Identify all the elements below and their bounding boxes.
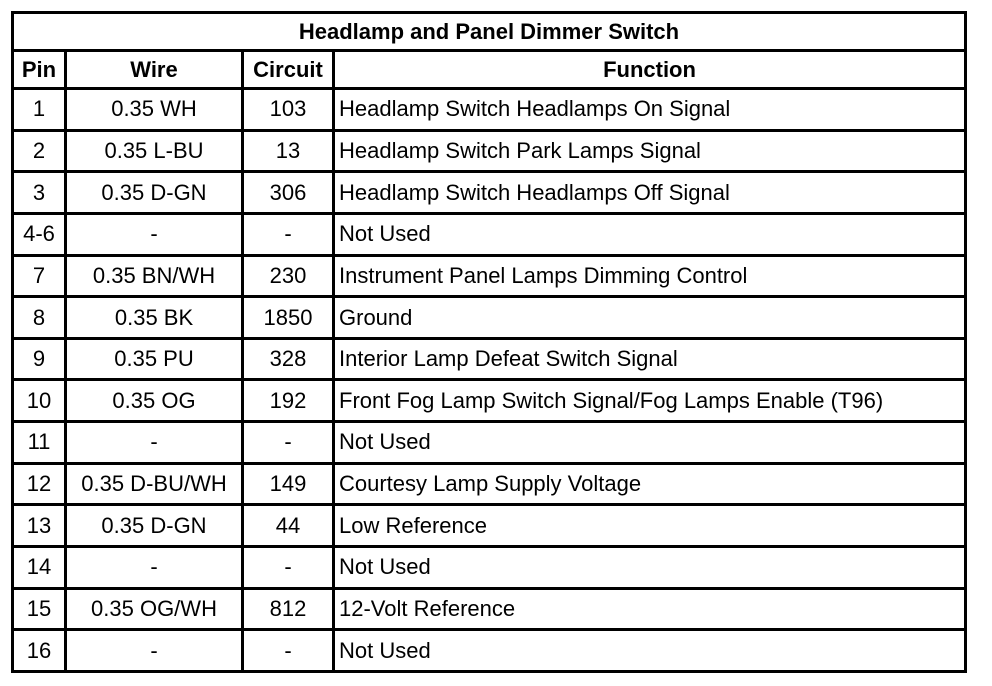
table-row xyxy=(14,465,964,504)
wire-cell: 0.35 BN/WH xyxy=(67,257,241,296)
wire-cell: 0.35 WH xyxy=(67,90,241,129)
column-header-circuit: Circuit xyxy=(244,52,332,87)
table-row xyxy=(14,631,964,670)
wire-cell: 0.35 OG xyxy=(67,381,241,420)
circuit-cell: - xyxy=(244,548,332,587)
column-header-wire: Wire xyxy=(67,52,241,87)
circuit-cell: 812 xyxy=(244,590,332,629)
pin-cell: 8 xyxy=(14,298,64,337)
function-cell: Not Used xyxy=(335,423,964,462)
connector-pinout-table xyxy=(11,11,967,673)
table-row xyxy=(14,215,964,254)
pin-cell: 2 xyxy=(14,132,64,171)
circuit-cell: - xyxy=(244,631,332,670)
table-row xyxy=(14,173,964,212)
table-row xyxy=(14,90,964,129)
pin-cell: 16 xyxy=(14,631,64,670)
circuit-cell: 328 xyxy=(244,340,332,379)
wire-cell: 0.35 L-BU xyxy=(67,132,241,171)
header-row xyxy=(14,52,964,87)
wire-cell: - xyxy=(67,631,241,670)
function-cell: Headlamp Switch Headlamps On Signal xyxy=(335,90,964,129)
pin-cell: 7 xyxy=(14,257,64,296)
table-row xyxy=(14,548,964,587)
function-cell: Headlamp Switch Park Lamps Signal xyxy=(335,132,964,171)
circuit-cell: 306 xyxy=(244,173,332,212)
table-row xyxy=(14,257,964,296)
circuit-cell: - xyxy=(244,423,332,462)
circuit-cell: 103 xyxy=(244,90,332,129)
wire-cell: - xyxy=(67,215,241,254)
function-cell: Front Fog Lamp Switch Signal/Fog Lamps Enable (T96) xyxy=(335,381,964,420)
function-cell: Headlamp Switch Headlamps Off Signal xyxy=(335,173,964,212)
table-title: Headlamp and Panel Dimmer Switch xyxy=(14,14,964,49)
function-cell: Courtesy Lamp Supply Voltage xyxy=(335,465,964,504)
function-cell: 12-Volt Reference xyxy=(335,590,964,629)
column-header-pin: Pin xyxy=(14,52,64,87)
circuit-cell: 230 xyxy=(244,257,332,296)
wire-cell: - xyxy=(67,423,241,462)
function-cell: Not Used xyxy=(335,215,964,254)
pin-cell: 11 xyxy=(14,423,64,462)
pin-cell: 1 xyxy=(14,90,64,129)
function-cell: Not Used xyxy=(335,548,964,587)
function-cell: Instrument Panel Lamps Dimming Control xyxy=(335,257,964,296)
pin-cell: 13 xyxy=(14,506,64,545)
pin-cell: 4-6 xyxy=(14,215,64,254)
wire-cell: 0.35 OG/WH xyxy=(67,590,241,629)
circuit-cell: 44 xyxy=(244,506,332,545)
wire-cell: 0.35 D-BU/WH xyxy=(67,465,241,504)
wire-cell: - xyxy=(67,548,241,587)
connector-table-frame xyxy=(11,11,967,673)
circuit-cell: 149 xyxy=(244,465,332,504)
pin-cell: 15 xyxy=(14,590,64,629)
function-cell: Not Used xyxy=(335,631,964,670)
function-cell: Interior Lamp Defeat Switch Signal xyxy=(335,340,964,379)
function-cell: Ground xyxy=(335,298,964,337)
wire-cell: 0.35 BK xyxy=(67,298,241,337)
circuit-cell: 1850 xyxy=(244,298,332,337)
table-row xyxy=(14,423,964,462)
table-row xyxy=(14,381,964,420)
circuit-cell: 13 xyxy=(244,132,332,171)
function-cell: Low Reference xyxy=(335,506,964,545)
pin-cell: 9 xyxy=(14,340,64,379)
table-row xyxy=(14,590,964,629)
circuit-cell: 192 xyxy=(244,381,332,420)
wire-cell: 0.35 D-GN xyxy=(67,173,241,212)
wire-cell: 0.35 PU xyxy=(67,340,241,379)
column-header-function: Function xyxy=(335,52,964,87)
table-row xyxy=(14,506,964,545)
table-row xyxy=(14,298,964,337)
table-row xyxy=(14,132,964,171)
pin-cell: 14 xyxy=(14,548,64,587)
pin-cell: 3 xyxy=(14,173,64,212)
wire-cell: 0.35 D-GN xyxy=(67,506,241,545)
pin-cell: 12 xyxy=(14,465,64,504)
circuit-cell: - xyxy=(244,215,332,254)
pin-cell: 10 xyxy=(14,381,64,420)
table-row xyxy=(14,340,964,379)
